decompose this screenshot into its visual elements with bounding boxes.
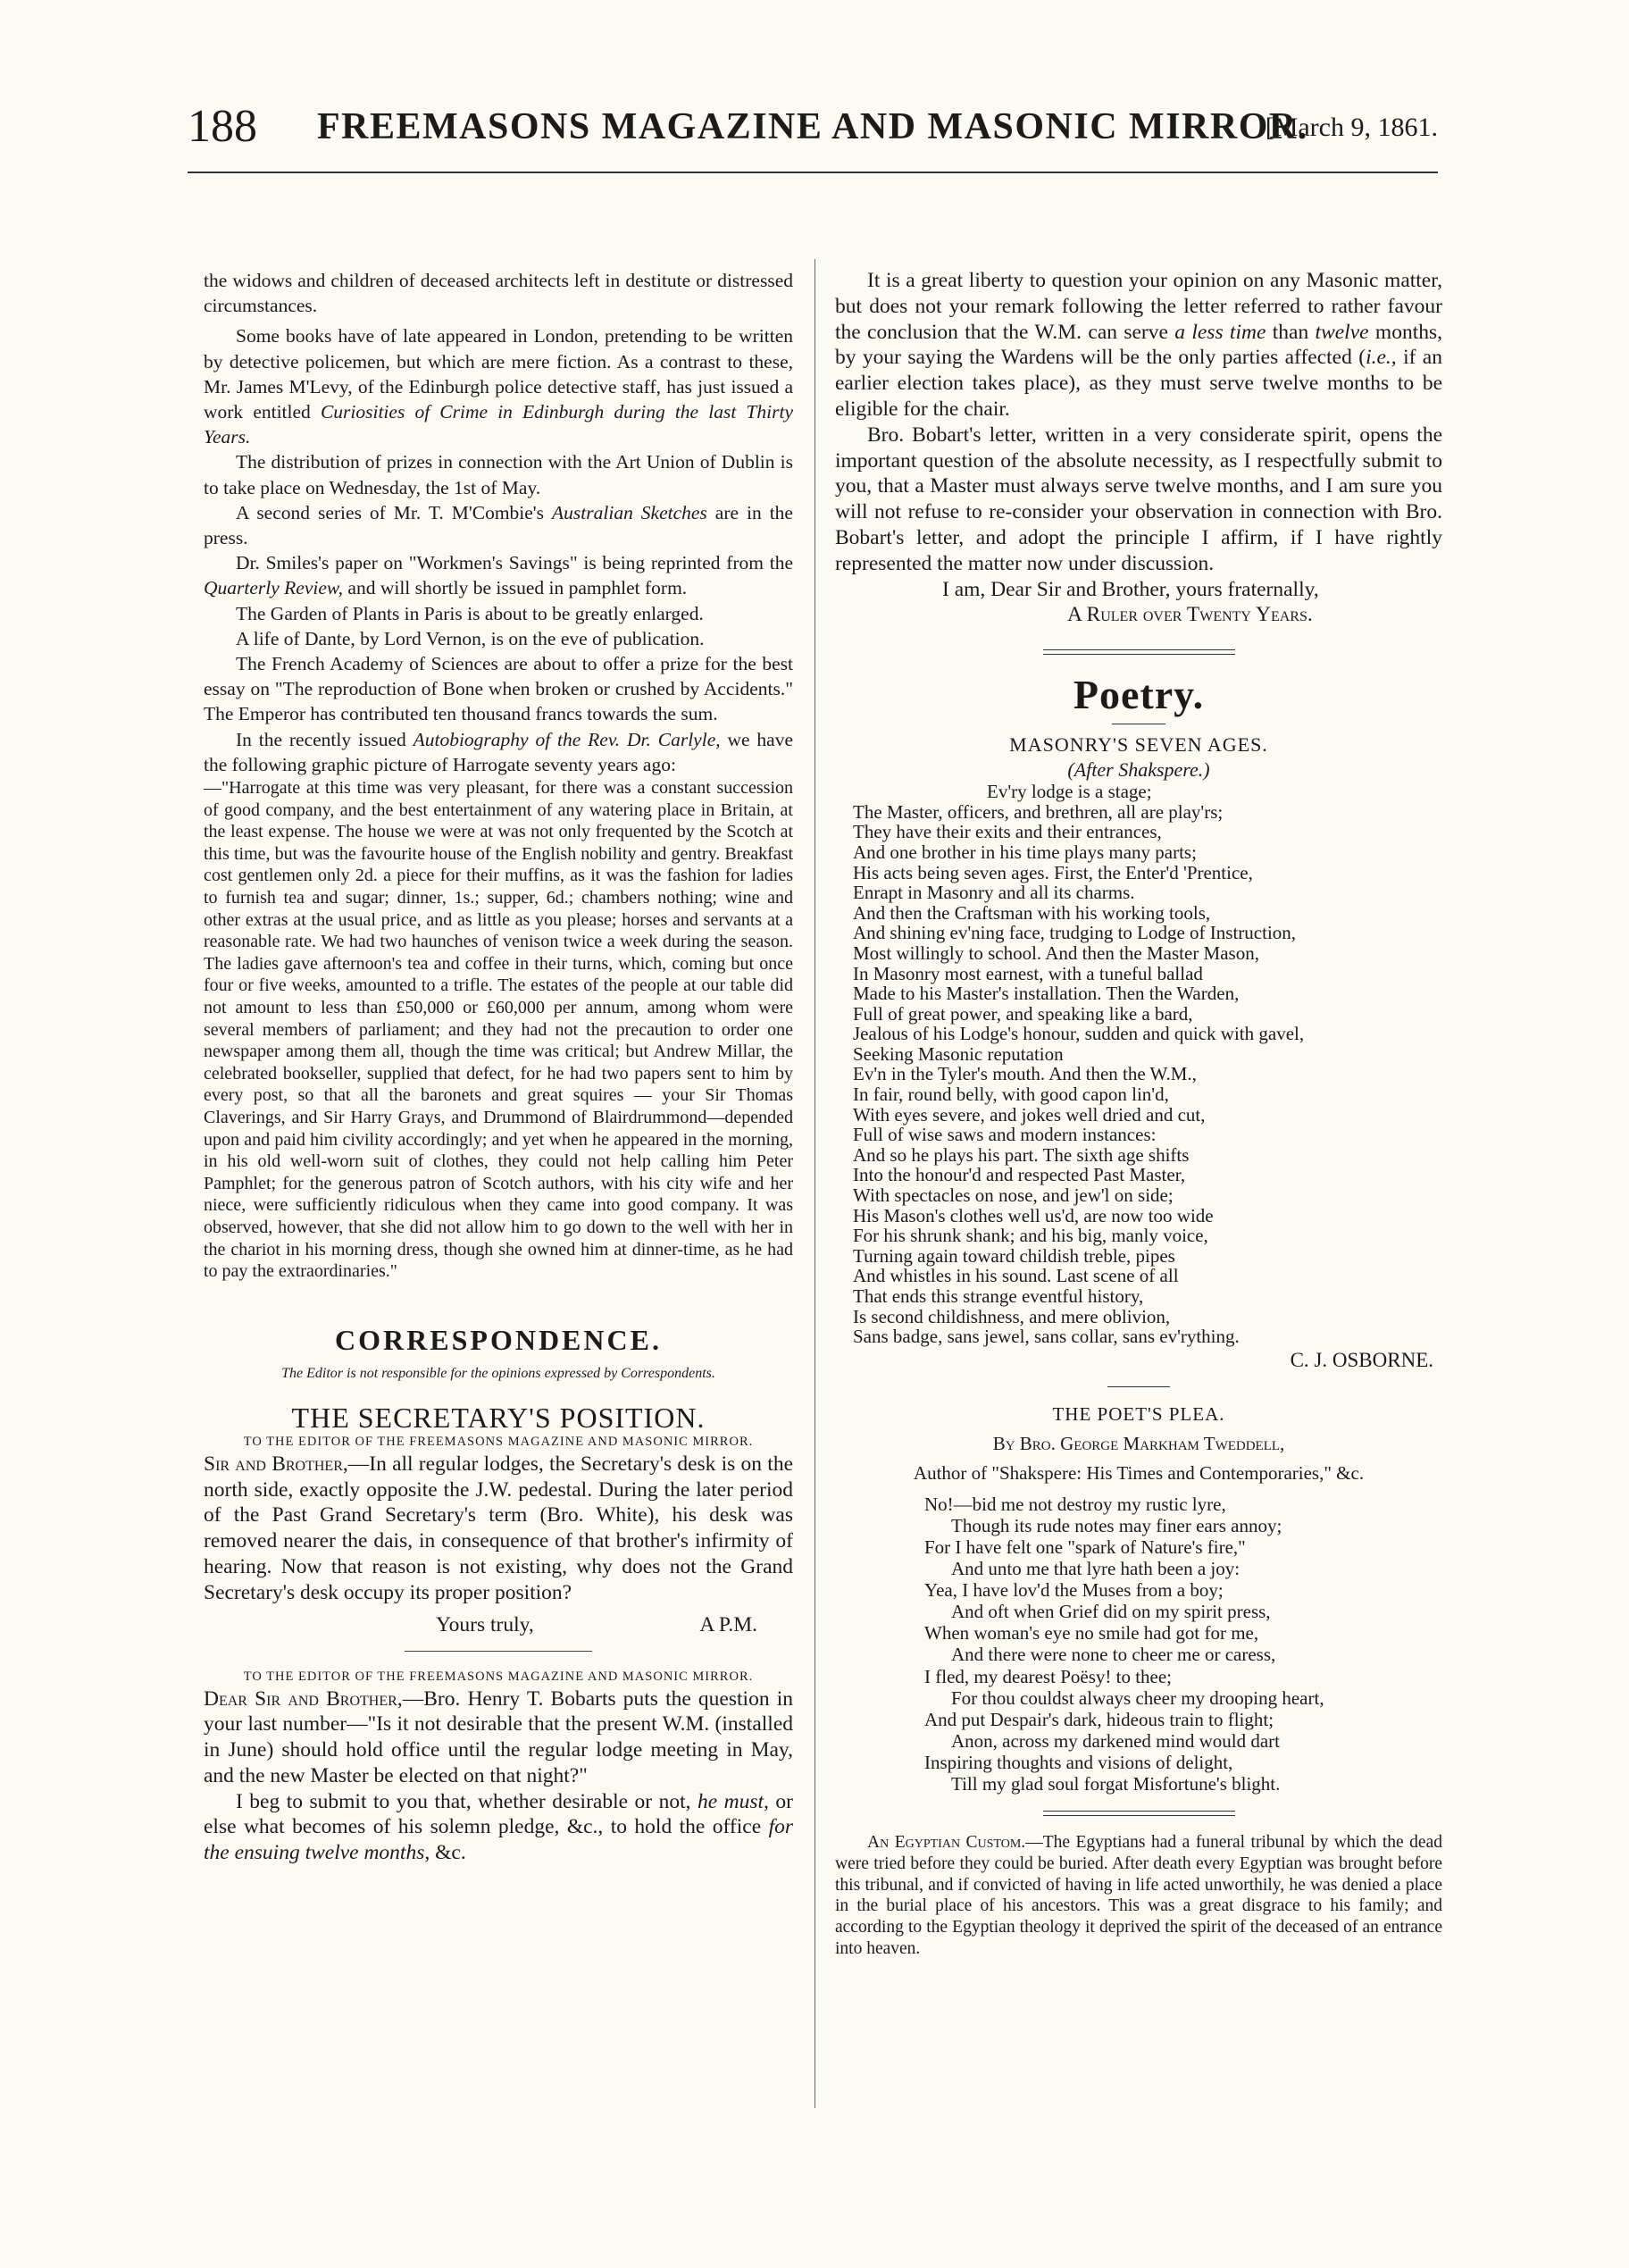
poem-line: Though its rude notes may finer ears annoy; [951,1514,1282,1536]
poem-author-note: Author of "Shakspere: His Times and Contemporaries," &c. [913,1461,1365,1484]
page-number: 188 [188,101,257,152]
correspondence-heading: CORRESPONDENCE. [335,1323,662,1356]
salutation: Sir and Brother, [204,1452,348,1476]
poem-line: And put Despair's dark, hideous train to flight; [924,1708,1274,1730]
paragraph: Some books have of late appeared in London, pretending to be written by detective policemen, but which are mere fiction. As a contrast to these, Mr. James M'Levy, of the Edinburgh police detective staff, has just issued a work entitled Curiosities of Crime in Edinburgh during the last Thirty Years. [204,325,793,448]
poem-line: Ev'ry lodge is a stage; [987,781,1152,803]
poem-line: With spectacles on nose, and jew'l on side; [853,1184,1174,1207]
poem-line: That ends this strange eventful history, [853,1285,1144,1307]
poem-line: Full of great power, and speaking like a bard, [853,1002,1193,1025]
poem-line: Enrapt in Masonry and all its charms. [853,882,1135,904]
paragraph: A life of Dante, by Lord Vernon, is on the eve of publication. [236,627,705,649]
poem-line: When woman's eye no smile had got for me, [924,1622,1259,1645]
poem-byline: By Bro. George Markham Tweddell, [992,1432,1285,1454]
poem-line: Is second childishness, and mere oblivion, [853,1305,1171,1327]
poem-line: Full of wise saws and modern instances: [853,1124,1157,1146]
letter-body: I beg to submit to you that, whether desirable or not, he must, or else what becomes of his solemn pledge, &c., to hold the office for the ensuing twelve months, &c. [204,1789,793,1865]
carlyle-quote: —"Harrogate at this time was very pleasant, for there was a constant succession of good company, and the best entertainment of any watering place in Britain, at the least expense. The house we were at was not only frequented by the Scotch at this time, but was the favourite house of the English nobility and gentry. Breakfast cost gentlemen only 2d. a piece for their muffins, as it was the fashion for ladies to furnish tea and sugar; dinner, 1s.; supper, 6d.; chambers nothing; wine and other extras at the usual price, and as little as you please; horses and servants at a reasonable rate. We had two haunches of venison twice a week during the season. The ladies gave afternoon's tea and coffee in their turns, which, coming but once four or five weeks, amounted to a trifle. The estates of the people at our table did not amount to less than £50,000 or £60,000 per annum, among whom were several members of parliament; and they had not the precaution to order one newspaper among them all, though the time was critical; but Andrew Millar, the celebrated bookseller, supplied that defect, for he had two papers sent to him by every post, so that all the baronets and great squires — your Sir Thomas Claverings, and Sir Harry Grays, and Drummond of Blairdrummond—depended upon and paid him civility accordingly; and yet when he appeared in the morning, in his old well-worn suit of clothes, they could not help calling him Peter Pamphlet; for the generous patron of Scotch authors, with his city wife and her niece, were sufficiently ridiculous when they came into good company. It was observed, however, that she did not allow him to go down to the well with her in the chariot in his morning dress, though she owned him at dinner-time, as he had to pay the extraordinaries." [204,778,793,1282]
letter-signature: A Ruler over Twenty Years. [1067,603,1313,627]
letter-addressee: TO THE EDITOR OF THE FREEMASONS MAGAZINE AND MASONIC MIRROR. [243,1669,754,1684]
poem-line: I fled, my dearest Poësy! to thee; [924,1665,1172,1687]
poem-line: Made to his Master's installation. Then the Warden, [853,983,1240,1005]
poem-line: The Master, officers, and brethren, all are play'rs; [853,800,1224,823]
poem-line: His Mason's clothes well us'd, are now too wide [853,1204,1214,1226]
poem-subtitle: (After Shakspere.) [1067,758,1210,782]
poem-line: Jealous of his Lodge's honour, sudden and quick with gavel, [853,1023,1305,1045]
egyptian-custom-paragraph: An Egyptian Custom.—The Egyptians had a funeral tribunal by which the dead were tried before they could be buried. After death every Egyptian was brought before this tribunal, and if convicted of having in life acted unworthily, he was denied a place in the burial place of his ancestors. This was a great disgrace to his family; and according to the Egyptian theology it deprived the spirit of the deceased of an entrance into heaven. [835,1833,1442,1959]
divider [1043,649,1235,655]
letter-closing: I am, Dear Sir and Brother, yours fraternally, [942,577,1319,601]
poem-line: Ev'n in the Tyler's mouth. And then the W.M., [853,1063,1197,1085]
divider [1107,1386,1170,1387]
poem-line: Yea, I have lov'd the Muses from a boy; [924,1579,1224,1602]
paragraph: A second series of Mr. T. M'Combie's Australian Sketches are in the press. [204,501,793,549]
column-divider [814,259,815,2108]
poem-line: Seeking Masonic reputation [853,1042,1064,1065]
poem-line: Into the honour'd and respected Past Master, [853,1164,1186,1186]
page-header [188,100,1438,163]
poem-the-poets-plea [835,1494,1442,1795]
paragraph: Dr. Smiles's paper on "Workmen's Savings" is being reprinted from the Quarterly Review, and will shortly be issued in pamphlet form. [204,552,793,599]
letter-body: Sir and Brother,—In all regular lodges, the Secretary's desk is on the north side, exactly opposite the J.W. pedestal. During the later period of the Past Grand Secretary's term (Bro. White), his desk was removed nearer the dais, in consequence of that brother's infirmity of hearing. Now that reason is not existing, why does not the Grand Secretary's desk occupy its proper position? [204,1452,793,1604]
paragraph: In the recently issued Autobiography of the Rev. Dr. Carlyle, we have the following graphic picture of Harrogate seventy years ago: [204,728,793,775]
poem-author: C. J. OSBORNE. [1290,1348,1433,1371]
poem-line: Till my glad soul forgat Misfortune's blight. [951,1773,1281,1795]
poem-line: With eyes severe, and jokes well dried and cut, [853,1103,1206,1126]
paragraph: The distribution of prizes in connection with the Art Union of Dublin is to take place on Wednesday, the 1st of May. [204,451,793,498]
letter-title: THE SECRETARY'S POSITION. [291,1401,706,1434]
poem-masonrys-seven-ages [835,782,1442,1347]
letter-body: It is a great liberty to question your opinion on any Masonic matter, but does not your remark following the letter referred to rather favour the conclusion that the W.M. can serve a less time than twelve months, by your saying the Wardens will be the only parties affected (i.e., if an earlier election takes place), as they must serve twelve months to be eligible for the chair. [835,269,1442,421]
letter-body: Bro. Bobart's letter, written in a very considerate spirit, opens the important question of the absolute necessity, as I respectfully submit to you, that a Master must always serve twelve months, and I am sure you will not refuse to re-consider your observation in connection with Bro. Bobart's letter, and adopt the principle I affirm, if I have rightly represented the matter now under discussion. [835,423,1442,575]
divider [1043,1811,1235,1816]
poem-line: Inspiring thoughts and visions of delight, [924,1751,1233,1773]
magazine-title: FREEMASONS MAGAZINE AND MASONIC MIRROR. [317,106,1308,147]
poem-line: And oft when Grief did on my spirit press, [951,1601,1271,1623]
issue-date: [March 9, 1861. [1265,113,1438,142]
poem-line: Anon, across my darkened mind would dart [951,1729,1281,1752]
letter-body: Dear Sir and Brother,—Bro. Henry T. Bobarts puts the question in your last number—"Is it not desirable that the present W.M. (installed in June) should hold office until the regular lodge meeting in May, and the new Master be elected on that night?" [204,1686,793,1787]
poem-line: No!—bid me not destroy my rustic lyre, [924,1493,1226,1515]
poem-line: And so he plays his part. The sixth age shifts [853,1143,1190,1166]
poem-line: And shining ev'ning face, trudging to Lodge of Instruction, [853,922,1297,944]
paragraph: the widows and children of deceased architects left in destitute or distressed circumstances. [204,270,793,317]
poem-title: THE POET'S PLEA. [1052,1402,1225,1425]
letter-addressee: TO THE EDITOR OF THE FREEMASONS MAGAZINE AND MASONIC MIRROR. [243,1434,754,1449]
poem-line: His acts being seven ages. First, the Enter'd 'Prentice, [853,861,1253,883]
poem-line: In fair, round belly, with good capon lin'd, [853,1084,1169,1106]
header-rule [188,172,1438,173]
poem-line: Turning again toward childish treble, pipes [853,1244,1175,1267]
poem-line: And whistles in his sound. Last scene of all [853,1265,1179,1287]
letter-signoff: Yours truly, A P.M. [436,1612,757,1636]
editor-disclaimer: The Editor is not responsible for the opinions expressed by Correspondents. [281,1365,715,1381]
poem-line: And there were none to cheer me or caress, [951,1644,1276,1666]
poem-line: Most willingly to school. And then the Master Mason, [853,942,1259,964]
poem-line: For thou couldst always cheer my drooping heart, [951,1686,1324,1709]
paragraph: The French Academy of Sciences are about to offer a prize for the best essay on "The reproduction of Bone when broken or crushed by Accidents." The Emperor has contributed ten thousand francs towards the sum. [204,653,793,725]
poem-line: They have their exits and their entrances, [853,821,1162,843]
poetry-heading: Poetry. [1073,672,1205,718]
left-column [204,268,793,1866]
poem-line: And one brother in his time plays many parts; [853,841,1197,863]
poem-line: And unto me that lyre hath been a joy: [951,1558,1241,1580]
poem-line: Sans badge, sans jewel, sans collar, sans ev'rything. [853,1326,1240,1348]
poem-title: MASONRY'S SEVEN AGES. [1009,733,1268,757]
divider [405,1651,592,1652]
paragraph: The Garden of Plants in Paris is about to be greatly enlarged. [236,602,704,624]
poem-line: In Masonry most earnest, with a tuneful ballad [853,962,1203,984]
poem-line: And then the Craftsman with his working tools, [853,901,1211,924]
poem-line: For his shrunk shank; and his big, manly voice, [853,1225,1208,1247]
salutation: Dear Sir and Brother, [204,1686,403,1711]
right-column [835,268,1442,1960]
poem-line: For I have felt one "spark of Nature's fire," [924,1536,1246,1558]
